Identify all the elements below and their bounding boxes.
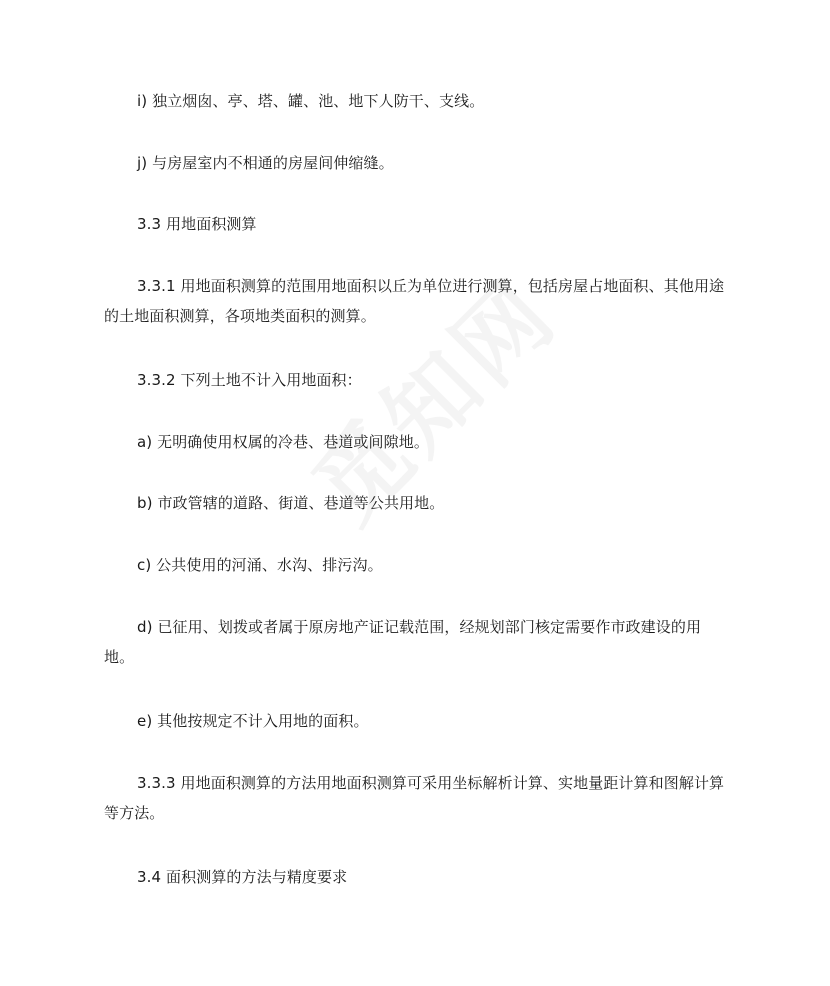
section-heading-3-4: 3.4 面积测算的方法与精度要求 bbox=[137, 868, 348, 886]
paragraph-item-j: j) 与房屋室内不相通的房屋间伸缩缝。 bbox=[137, 154, 394, 172]
paragraph-item-b: b) 市政管辖的道路、街道、巷道等公共用地。 bbox=[137, 494, 445, 512]
paragraph-item-d: d) 已征用、划拨或者属于原房地产证记载范围，经规划部门核定需要作市政建设的用地。 bbox=[104, 618, 702, 666]
section-heading-3-3: 3.3 用地面积测算 bbox=[137, 215, 257, 233]
paragraph-3-3-1: 3.3.1 用地面积测算的范围用地面积以丘为单位进行测算，包括房屋占地面积、其他用途的土地面积测算，各项地类面积的测算。 bbox=[104, 277, 725, 325]
paragraph-item-i: i) 独立烟囱、亭、塔、罐、池、地下人防干、支线。 bbox=[137, 92, 485, 110]
paragraph-item-e: e) 其他按规定不计入用地的面积。 bbox=[137, 712, 369, 730]
paragraph-3-3-2: 3.3.2 下列土地不计入用地面积： bbox=[137, 371, 362, 389]
paragraph-item-c: c) 公共使用的河涌、水沟、排污沟。 bbox=[137, 556, 383, 574]
paragraph-3-3-3: 3.3.3 用地面积测算的方法用地面积测算可采用坐标解析计算、实地量距计算和图解计算等方法。 bbox=[104, 774, 725, 822]
paragraph-item-a: a) 无明确使用权属的冷巷、巷道或间隙地。 bbox=[137, 433, 429, 451]
